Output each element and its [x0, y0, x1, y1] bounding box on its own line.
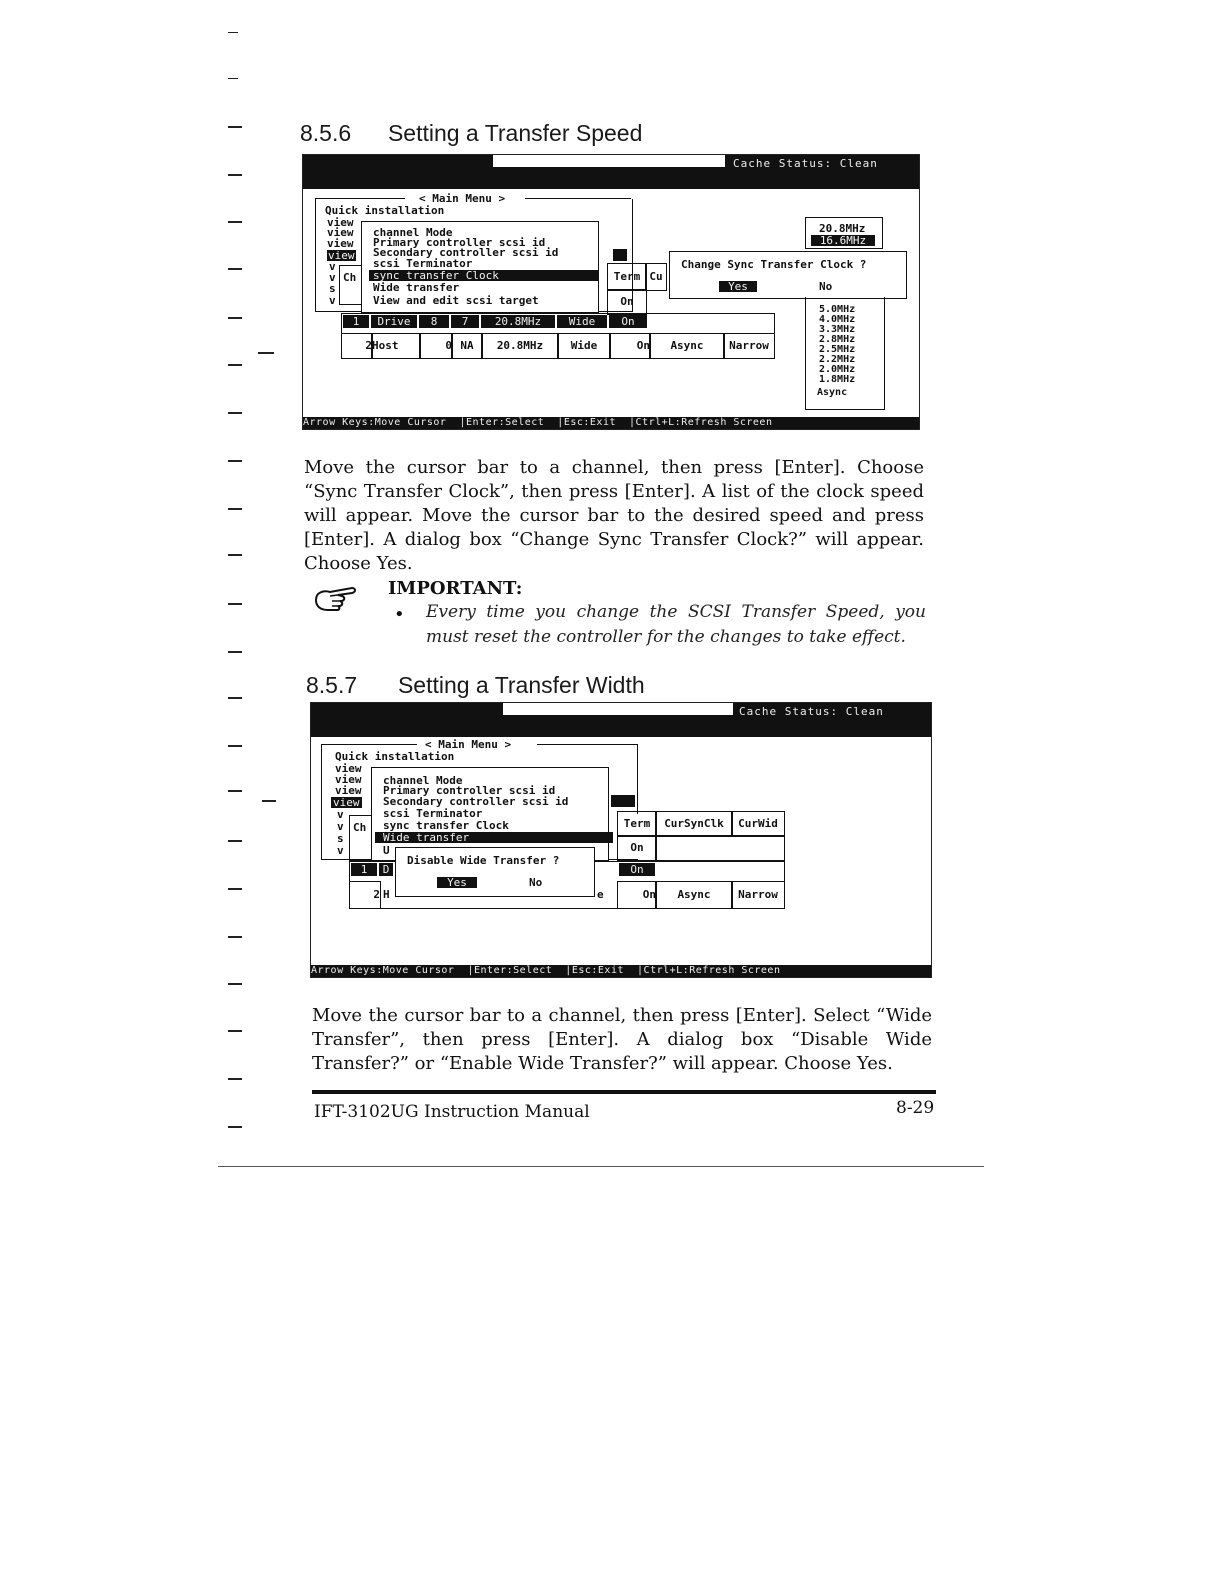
section-title: Setting a Transfer Speed: [387, 120, 643, 146]
view-item[interactable]: v: [329, 271, 336, 284]
terminal-screenshot-transfer-speed: [302, 154, 920, 430]
view-item[interactable]: s: [337, 832, 344, 845]
paragraph-transfer-speed: Move the cursor bar to a channel, then press [Enter]. Choose “Sync Transfer Clock”, then press [Enter]. A list of the clock speed will appear. Move the cursor bar to the desired speed and press [Enter]. A dialog box “Change Sync Transfer Clock?” will appear. Choose Yes.: [304, 457, 924, 574]
view-item[interactable]: view: [335, 784, 362, 797]
speed-option[interactable]: 5.0MHz: [819, 304, 856, 315]
dialog-yes-button[interactable]: Yes: [719, 281, 757, 292]
table-row-2-cell[interactable]: On: [609, 333, 651, 359]
view-item[interactable]: view: [327, 216, 354, 229]
table-row-2-cell[interactable]: 0: [419, 333, 453, 359]
speed-option[interactable]: 2.0MHz: [819, 364, 856, 375]
section-title: Setting a Transfer Width: [397, 672, 645, 698]
table-row-1-cell[interactable]: 7: [451, 315, 479, 328]
view-item[interactable]: v: [329, 294, 336, 307]
table-row-1-cell[interactable]: D: [379, 863, 393, 876]
channel-label: Ch: [353, 821, 367, 834]
table-row-2-cell[interactable]: 20.8MHz: [481, 333, 559, 359]
view-item-selected[interactable]: view: [333, 796, 360, 809]
view-item[interactable]: s: [329, 282, 336, 295]
table-row-1-cell[interactable]: On: [609, 315, 647, 328]
status-bar: Arrow Keys:Move Cursor |Enter:Select |Esc:Exit |Ctrl+L:Refresh Screen: [303, 417, 919, 429]
speed-option[interactable]: 4.0MHz: [819, 314, 856, 325]
submenu-item-selected[interactable]: Wide transfer: [375, 832, 613, 843]
bullet-dot: •: [394, 604, 405, 625]
submenu-item[interactable]: scsi Terminator: [383, 807, 483, 820]
table-row-2-cell[interactable]: Narrow: [723, 333, 775, 359]
dialog-yes-button[interactable]: Yes: [437, 877, 477, 888]
quick-installation-item[interactable]: Quick installation: [335, 750, 455, 763]
submenu-item-selected[interactable]: sync transfer Clock: [369, 270, 599, 281]
table-row-1-cell[interactable]: 20.8MHz: [481, 315, 555, 328]
view-item[interactable]: v: [337, 808, 344, 821]
view-item[interactable]: view: [327, 226, 354, 239]
submenu-item[interactable]: U: [383, 844, 390, 857]
table-row-2-cell[interactable]: Async: [655, 881, 733, 909]
table-row-2-cell[interactable]: H: [383, 888, 390, 901]
submenu-item[interactable]: View and edit scsi target: [373, 294, 539, 307]
table-row-1-cell[interactable]: Drive: [371, 315, 417, 328]
table-row-2-cell[interactable]: Narrow: [731, 881, 785, 909]
table-row-2-cell[interactable]: Host: [371, 333, 421, 359]
submenu-item[interactable]: Primary controller scsi id: [373, 236, 546, 249]
view-item[interactable]: v: [337, 820, 344, 833]
column-header-term: Term: [617, 811, 657, 837]
table-row-1-cell[interactable]: 1: [351, 863, 377, 876]
submenu-item[interactable]: channel Mode: [383, 774, 463, 787]
submenu-item[interactable]: Wide transfer: [373, 281, 460, 294]
footer-rule: [312, 1090, 936, 1094]
column-header-cu: Cu: [645, 263, 667, 291]
view-item[interactable]: view: [335, 773, 362, 786]
speed-option[interactable]: 3.3MHz: [819, 324, 856, 335]
table-row-2-cell[interactable]: Wide: [557, 333, 611, 359]
table-row-2-cell[interactable]: On: [617, 881, 657, 909]
table-row-1-cell[interactable]: 1: [343, 315, 369, 328]
submenu-item[interactable]: channel Mode: [373, 226, 453, 239]
footer-page-number: 8-29: [896, 1098, 935, 1118]
dialog-message: Change Sync Transfer Clock ?: [681, 258, 867, 271]
page-edge-rule: [218, 1166, 984, 1167]
pointing-hand-icon: [312, 582, 360, 620]
cache-status: Cache Status: Clean: [733, 157, 878, 170]
speed-option[interactable]: 20.8MHz: [819, 222, 866, 235]
submenu-item[interactable]: sync transfer Clock: [383, 819, 509, 832]
table-row-2-cell[interactable]: 2: [349, 881, 381, 909]
speed-option[interactable]: 2.5MHz: [819, 344, 856, 355]
dialog-no-button[interactable]: No: [819, 280, 833, 293]
table-row-1-cell[interactable]: Wide: [557, 315, 607, 328]
section-heading-8-5-6: [300, 120, 642, 147]
speed-option[interactable]: 1.8MHz: [819, 374, 856, 385]
footer-manual-title: IFT-3102UG Instruction Manual: [314, 1102, 590, 1122]
channel-label: Ch: [343, 271, 357, 284]
speed-option[interactable]: 2.2MHz: [819, 354, 856, 365]
submenu-item[interactable]: Secondary controller scsi id: [373, 246, 559, 259]
table-row-2-cell[interactable]: e: [597, 888, 604, 901]
view-item[interactable]: v: [337, 844, 344, 857]
section-heading-8-5-7: [306, 672, 645, 699]
cache-status: Cache Status: Clean: [739, 705, 884, 718]
paragraph-transfer-width: Move the cursor bar to a channel, then press [Enter]. Select “Wide Transfer”, then press [Enter]. A dialog box “Disable Wide Transfer?” or “Enable Wide Transfer?” will appear. Choose Yes.: [312, 1005, 932, 1074]
view-item[interactable]: v: [329, 260, 336, 273]
main-menu-title: < Main Menu >: [419, 192, 506, 205]
column-header-term: Term: [607, 263, 647, 291]
dialog-message: Disable Wide Transfer ?: [407, 854, 560, 867]
important-bullet: Every time you change the SCSI Transfer Speed, you must reset the controller for the changes to take effect.: [426, 602, 926, 647]
speed-option-selected[interactable]: 16.6MHz: [811, 235, 875, 246]
main-menu-title: < Main Menu >: [425, 738, 512, 751]
speed-option[interactable]: Async: [817, 387, 848, 398]
table-row-2-cell[interactable]: Async: [649, 333, 725, 359]
table-row-1-cell[interactable]: 8: [419, 315, 449, 328]
section-number: 8.5.6: [300, 120, 352, 146]
term-value: On: [607, 289, 647, 315]
speed-option[interactable]: 2.8MHz: [819, 334, 856, 345]
term-value: On: [617, 835, 657, 861]
important-label: IMPORTANT:: [388, 578, 523, 599]
section-number: 8.5.7: [306, 672, 358, 698]
submenu-item[interactable]: scsi Terminator: [373, 257, 473, 270]
terminal-screenshot-transfer-width: [310, 702, 932, 978]
quick-installation-item[interactable]: Quick installation: [325, 204, 445, 217]
table-row-1-cell[interactable]: On: [619, 863, 655, 876]
status-bar: Arrow Keys:Move Cursor |Enter:Select |Esc:Exit |Ctrl+L:Refresh Screen: [311, 965, 931, 977]
view-item-selected[interactable]: view: [328, 249, 355, 262]
submenu-item[interactable]: Primary controller scsi id: [383, 784, 556, 797]
view-item[interactable]: view: [335, 762, 362, 775]
table-row-2-cell[interactable]: 2: [341, 333, 373, 359]
table-row-2-cell[interactable]: NA: [451, 333, 483, 359]
column-header-curwid: CurWid: [731, 811, 785, 837]
column-header-cursynclk: CurSynClk: [655, 811, 733, 837]
dialog-no-button[interactable]: No: [529, 876, 543, 889]
submenu-item[interactable]: Secondary controller scsi id: [383, 795, 569, 808]
view-item[interactable]: view: [327, 237, 354, 250]
